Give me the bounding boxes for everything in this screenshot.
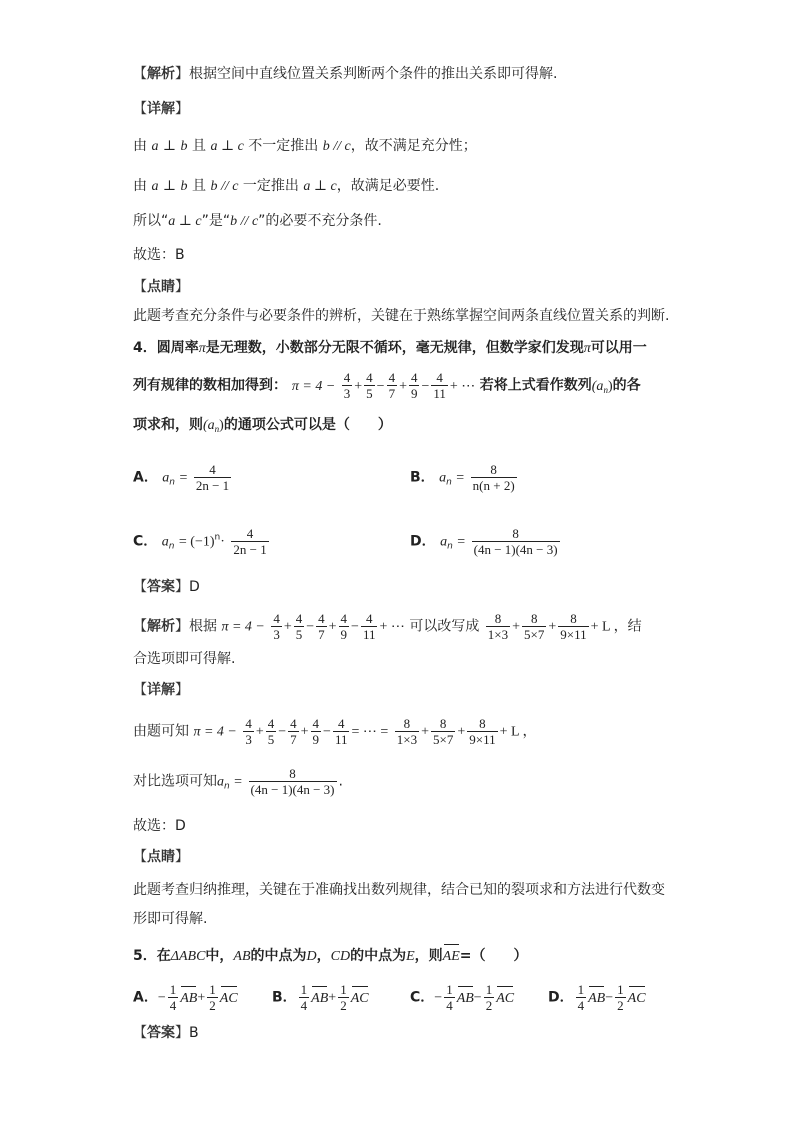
answer-value: D — [189, 579, 200, 595]
num: 4 — [365, 611, 373, 626]
vector-ab: AB — [180, 989, 197, 1009]
den: 1×3 — [396, 732, 418, 747]
num: 1 — [446, 982, 453, 997]
eq: = (−1) — [178, 534, 215, 550]
num: 1 — [300, 982, 308, 997]
text: 由 — [133, 178, 147, 194]
num: 1 — [617, 982, 624, 997]
den: 7 — [388, 386, 396, 401]
fraction — [431, 716, 455, 747]
num: 4 — [340, 611, 348, 626]
comment-tag: 点睛 — [147, 849, 175, 865]
analysis-tag: 解析 — [147, 618, 175, 635]
question-number: 5． — [133, 948, 157, 964]
detail-heading-4: 【详解】 — [133, 682, 189, 698]
option-label: D． — [548, 989, 574, 1006]
segment: CD — [330, 949, 351, 964]
den: 2n − 1 — [195, 478, 230, 493]
q5-option-d[interactable] — [548, 982, 646, 1013]
den: 3 — [343, 386, 351, 401]
text: 中， — [205, 948, 234, 964]
option-label: C． — [410, 989, 435, 1006]
sign: − — [605, 990, 614, 1006]
q5-option-a[interactable] — [133, 982, 238, 1013]
fraction — [311, 716, 322, 747]
den: 9 — [312, 732, 320, 747]
detail-heading: 【详解】 — [133, 101, 189, 117]
num: 4 — [245, 716, 252, 731]
condition: a ⊥ c — [168, 214, 202, 229]
analysis-line: 【解析】根据空间中直线位置关系判断两个条件的推出关系即可得解. — [133, 66, 558, 82]
num: 8 — [490, 462, 497, 477]
answer-tag: 答案 — [147, 1025, 175, 1041]
analysis-tag: 解析 — [147, 66, 175, 82]
option-label: B． — [272, 989, 297, 1006]
fraction — [395, 716, 419, 747]
den: 4 — [300, 998, 308, 1013]
text: 所以“ — [133, 213, 169, 229]
den: 9 — [410, 386, 418, 401]
fraction — [471, 462, 517, 493]
detail-tag: 详解 — [147, 682, 175, 698]
den: 2 — [209, 998, 216, 1013]
vector-b: b — [180, 179, 188, 194]
proof-line-2 — [133, 176, 439, 197]
num: 4 — [246, 526, 254, 541]
den: 2 — [340, 998, 347, 1013]
dot: · — [220, 534, 225, 550]
lhs: a — [440, 534, 448, 550]
q4-line-1 — [133, 338, 647, 359]
vector-b: b — [180, 139, 188, 154]
comment-line-4b: 形即可得解. — [133, 911, 208, 927]
fraction — [467, 716, 497, 747]
option-label: B． — [410, 469, 435, 486]
sign: − — [473, 990, 482, 1006]
series-head: π = 4 − — [291, 378, 336, 394]
vector-ac: AC — [496, 989, 514, 1009]
den: 2 — [617, 998, 624, 1013]
text: =（ ） — [459, 948, 528, 964]
num: 4 — [318, 611, 325, 626]
den: 7 — [290, 732, 297, 747]
lhs: a — [162, 470, 170, 486]
den: 5 — [366, 386, 373, 401]
seq-end: ) — [607, 378, 613, 394]
text: ， — [316, 948, 331, 964]
q5-option-b[interactable] — [272, 982, 369, 1013]
lhs: a — [439, 470, 447, 486]
den: 9×11 — [560, 627, 587, 642]
q5-stem — [133, 946, 528, 967]
fraction — [316, 611, 327, 642]
lhs: a — [161, 534, 169, 550]
sign: + — [197, 990, 206, 1006]
text: 的中点为 — [350, 948, 407, 964]
vector-ac: AC — [351, 989, 369, 1009]
den: 2n − 1 — [233, 542, 267, 557]
lhs: a — [217, 774, 224, 790]
num: 4 — [343, 370, 351, 385]
den: 4 — [577, 998, 585, 1013]
text: 列有规律的数相加得到： — [133, 377, 287, 394]
option-label: C． — [133, 533, 158, 550]
text: + L ，结 — [590, 619, 642, 635]
den: 3 — [245, 732, 252, 747]
result: a ⊥ c — [303, 179, 337, 194]
text: + L ， — [499, 724, 537, 740]
fraction — [338, 982, 349, 1013]
text: 且 — [191, 178, 206, 194]
fraction — [472, 526, 560, 557]
fraction — [444, 982, 455, 1013]
detail-tag: 详解 — [147, 101, 175, 117]
vector-ac: AC — [628, 989, 646, 1009]
num: 1 — [169, 982, 177, 997]
vector-a: a — [151, 139, 159, 154]
den: n(n + 2) — [472, 478, 515, 493]
text: 由题可知 — [133, 723, 189, 740]
seq-a: (a — [203, 418, 215, 433]
answer-tag: 答案 — [147, 579, 175, 595]
proof-line-1 — [133, 136, 477, 157]
analysis-text: 根据空间中直线位置关系判断两个条件的推出关系即可得解. — [189, 66, 558, 82]
den: 3 — [273, 627, 280, 642]
pi-symbol: π — [198, 341, 206, 356]
answer-line-5: 【答案】B — [133, 1025, 199, 1041]
text: ”的必要不充分条件. — [258, 213, 382, 229]
comment-tag: 点睛 — [147, 279, 175, 295]
num: 4 — [290, 716, 297, 731]
num: 4 — [312, 716, 320, 731]
fraction — [361, 611, 378, 642]
ellipsis: + ⋯ — [379, 619, 405, 635]
eq: = — [234, 774, 243, 790]
num: 4 — [388, 370, 396, 385]
analysis-line-4b: 合选项即可得解. — [133, 651, 236, 667]
text: ，故满足必要性. — [336, 178, 440, 194]
num: 1 — [209, 982, 216, 997]
vector-ac: AC — [220, 989, 238, 1009]
num: 4 — [337, 716, 345, 731]
question-number: 4． — [133, 340, 157, 356]
text: . — [338, 773, 343, 790]
den: 11 — [334, 732, 348, 747]
result: b // c — [322, 139, 351, 154]
ellipsis: + ⋯ — [449, 378, 476, 394]
text: 是无理数，小数部分无限不循环，毫无规律，但数学家们发现 — [205, 340, 584, 356]
text: 且 — [191, 138, 206, 154]
eq: = — [457, 534, 466, 550]
den: (4n − 1)(4n − 3) — [473, 542, 558, 557]
text: ，则 — [414, 948, 443, 964]
text: 在 — [156, 948, 171, 964]
choice-line-4: 故选：D — [133, 818, 186, 834]
analysis-line-4: 【解析】根据 π = 4 − $\frac{4}{3}$ + $\frac{4}{5}$ − $\frac{4}{7}$ + $\frac{4}{9}$ − $\frac{4}{11}$ + ⋯ 可以改写成 $\frac{8}{1\times 3}$ + $\frac{8}{5\times 7}$ + $\frac{8}{9\times 11}$ + L ，结 — [133, 611, 642, 642]
den: 9×11 — [469, 732, 496, 747]
den: 5 — [267, 732, 275, 747]
den: 1×3 — [487, 627, 509, 642]
text: 不一定推出 — [248, 138, 319, 154]
fraction — [486, 611, 510, 642]
fraction — [339, 611, 350, 642]
fraction — [387, 370, 398, 401]
num: 8 — [439, 716, 447, 731]
condition: a ⊥ c — [210, 139, 244, 154]
sign: − — [434, 990, 443, 1006]
seq-a: (a — [591, 378, 604, 394]
vector-ae: AE — [443, 947, 460, 967]
fraction — [558, 611, 588, 642]
fraction — [288, 716, 299, 747]
comment-text: 此题考查充分条件与必要条件的辨析，关键在于熟练掌握空间两条直线位置关系的判断. — [133, 308, 670, 324]
conclusion-line — [133, 211, 382, 232]
num: 4 — [366, 370, 373, 385]
fraction — [342, 370, 353, 401]
series-head: π = 4 − — [221, 619, 265, 635]
option-b[interactable]: B． $a_n$ = $\frac{8}{n(n + 2)}$ — [410, 462, 515, 493]
comment-heading-4: 【点睛】 — [133, 849, 189, 865]
num: 4 — [267, 716, 275, 731]
den: 5×7 — [432, 732, 454, 747]
text: 的各 — [612, 377, 641, 394]
fraction — [409, 370, 420, 401]
condition: b // c — [230, 214, 259, 229]
comment-line-4a: 此题考查归纳推理，关键在于准确找出数列规律，结合已知的裂项求和方法进行代数变 — [133, 882, 665, 898]
den: 5×7 — [524, 627, 545, 642]
seq-sub: n — [603, 384, 608, 395]
fraction — [294, 611, 305, 642]
perp-symbol: ⊥ — [162, 179, 177, 194]
option-d[interactable]: D． $a_n$ = $\frac{8}{(4n - 1)(4n - 3)}$ — [410, 526, 558, 557]
sequence — [203, 418, 224, 433]
fraction — [168, 982, 179, 1013]
detail-line-4: 由题可知 π = 4 − $\frac{4}{3}$ + $\frac{4}{5}$ − $\frac{4}{7}$ + $\frac{4}{9}$ − $\frac{4}{11}$ = ⋯ = $\frac{8}{1\times 3}$ + $\frac{8}{5\times 7}$ + $\frac{8}{9\times 11}$ + L ， — [133, 716, 537, 747]
num: 4 — [295, 611, 303, 626]
vector-ab: AB — [457, 989, 474, 1009]
q4-line-2 — [133, 370, 641, 401]
sign: − — [157, 990, 166, 1006]
num: 8 — [512, 526, 519, 541]
option-a[interactable]: A． $a_n$ = $\frac{4}{2n - 1}$ — [133, 462, 230, 493]
num: 4 — [410, 370, 418, 385]
option-c[interactable]: C． $a_n = (-1)^n\cdot$ $\frac{4}{2n - 1}$ — [133, 526, 267, 557]
text: 可以用一 — [590, 340, 647, 356]
answer-value: B — [189, 1025, 199, 1041]
fraction — [231, 526, 268, 557]
q5-option-c[interactable] — [410, 982, 514, 1013]
series-formula: π = 4 − $\frac{4}{3}$ + $\frac{4}{5}$ − $\frac{4}{7}$ + $\frac{4}{9}$ − $\frac{4}{11}$ + ⋯ — [291, 370, 476, 401]
den: 11 — [433, 386, 446, 401]
den: 4 — [169, 998, 177, 1013]
num: 8 — [494, 611, 502, 626]
den: 9 — [340, 627, 348, 642]
num: 1 — [577, 982, 585, 997]
text: ，故不满足充分性； — [350, 138, 477, 154]
text: 可以改写成 — [409, 618, 480, 635]
seq-end: ) — [219, 418, 224, 433]
num: 8 — [479, 716, 486, 731]
option-label: D． — [410, 533, 436, 550]
fraction — [243, 716, 254, 747]
perp-symbol: ⊥ — [162, 139, 177, 154]
num: 4 — [209, 462, 216, 477]
fraction — [522, 611, 546, 642]
fraction — [194, 462, 231, 493]
eq: = — [179, 470, 188, 486]
text: 对比选项可知 — [133, 773, 217, 790]
sequence — [592, 379, 613, 394]
condition: b // c — [210, 179, 239, 194]
sign: + — [328, 990, 337, 1006]
option-label: A． — [133, 469, 158, 486]
pi-symbol: π — [583, 341, 591, 356]
fraction — [484, 982, 495, 1013]
num: 1 — [340, 982, 347, 997]
compare-line: 对比选项可知$a_n$ = $\frac{8}{(4n - 1)(4n - 3)}$ . — [133, 766, 343, 797]
eq: = — [456, 470, 465, 486]
text: 的通项公式可以是（ ） — [223, 417, 392, 433]
fraction — [207, 982, 218, 1013]
text: 由 — [133, 138, 147, 154]
fraction — [333, 716, 350, 747]
q4-line-3 — [133, 415, 392, 439]
den: 7 — [318, 627, 325, 642]
den: 11 — [362, 627, 376, 642]
seq-sub: n — [214, 424, 220, 434]
point: E — [406, 949, 415, 964]
den: 4 — [446, 998, 453, 1013]
fraction — [271, 611, 282, 642]
den: 2 — [485, 998, 493, 1013]
fraction — [431, 370, 448, 401]
fraction — [249, 766, 337, 797]
fraction — [266, 716, 277, 747]
text: 一定推出 — [242, 178, 299, 194]
num: 4 — [436, 370, 443, 385]
text: ”是“ — [201, 213, 231, 229]
num: 8 — [403, 716, 411, 731]
fraction — [364, 370, 375, 401]
text: 若将上式看作数列 — [479, 377, 592, 394]
vector-ab: AB — [588, 989, 605, 1009]
text: 的中点为 — [250, 948, 307, 964]
series-head: π = 4 − — [193, 724, 237, 740]
fraction — [615, 982, 626, 1013]
num: 8 — [570, 611, 577, 626]
option-label: A． — [133, 989, 158, 1006]
num: 8 — [289, 766, 296, 781]
fraction — [299, 982, 310, 1013]
fraction — [576, 982, 587, 1013]
text: 圆周率 — [156, 340, 199, 356]
point: D — [306, 949, 317, 964]
vector-a: a — [151, 179, 159, 194]
vector-ab: AB — [311, 989, 328, 1009]
comment-heading: 【点睛】 — [133, 279, 189, 295]
power: n — [214, 532, 221, 543]
den: (4n − 1)(4n − 3) — [250, 782, 335, 797]
answer-line: 【答案】D — [133, 579, 200, 595]
num: 1 — [485, 982, 493, 997]
choice-line-3: 故选：B — [133, 247, 185, 263]
text: 根据 — [189, 618, 217, 635]
num: 4 — [273, 611, 280, 626]
segment: AB — [233, 949, 251, 964]
triangle: ΔABC — [170, 949, 206, 964]
text: 项求和，则 — [133, 417, 203, 433]
eq: = ⋯ = — [351, 724, 389, 740]
num: 8 — [530, 611, 538, 626]
den: 5 — [295, 627, 303, 642]
